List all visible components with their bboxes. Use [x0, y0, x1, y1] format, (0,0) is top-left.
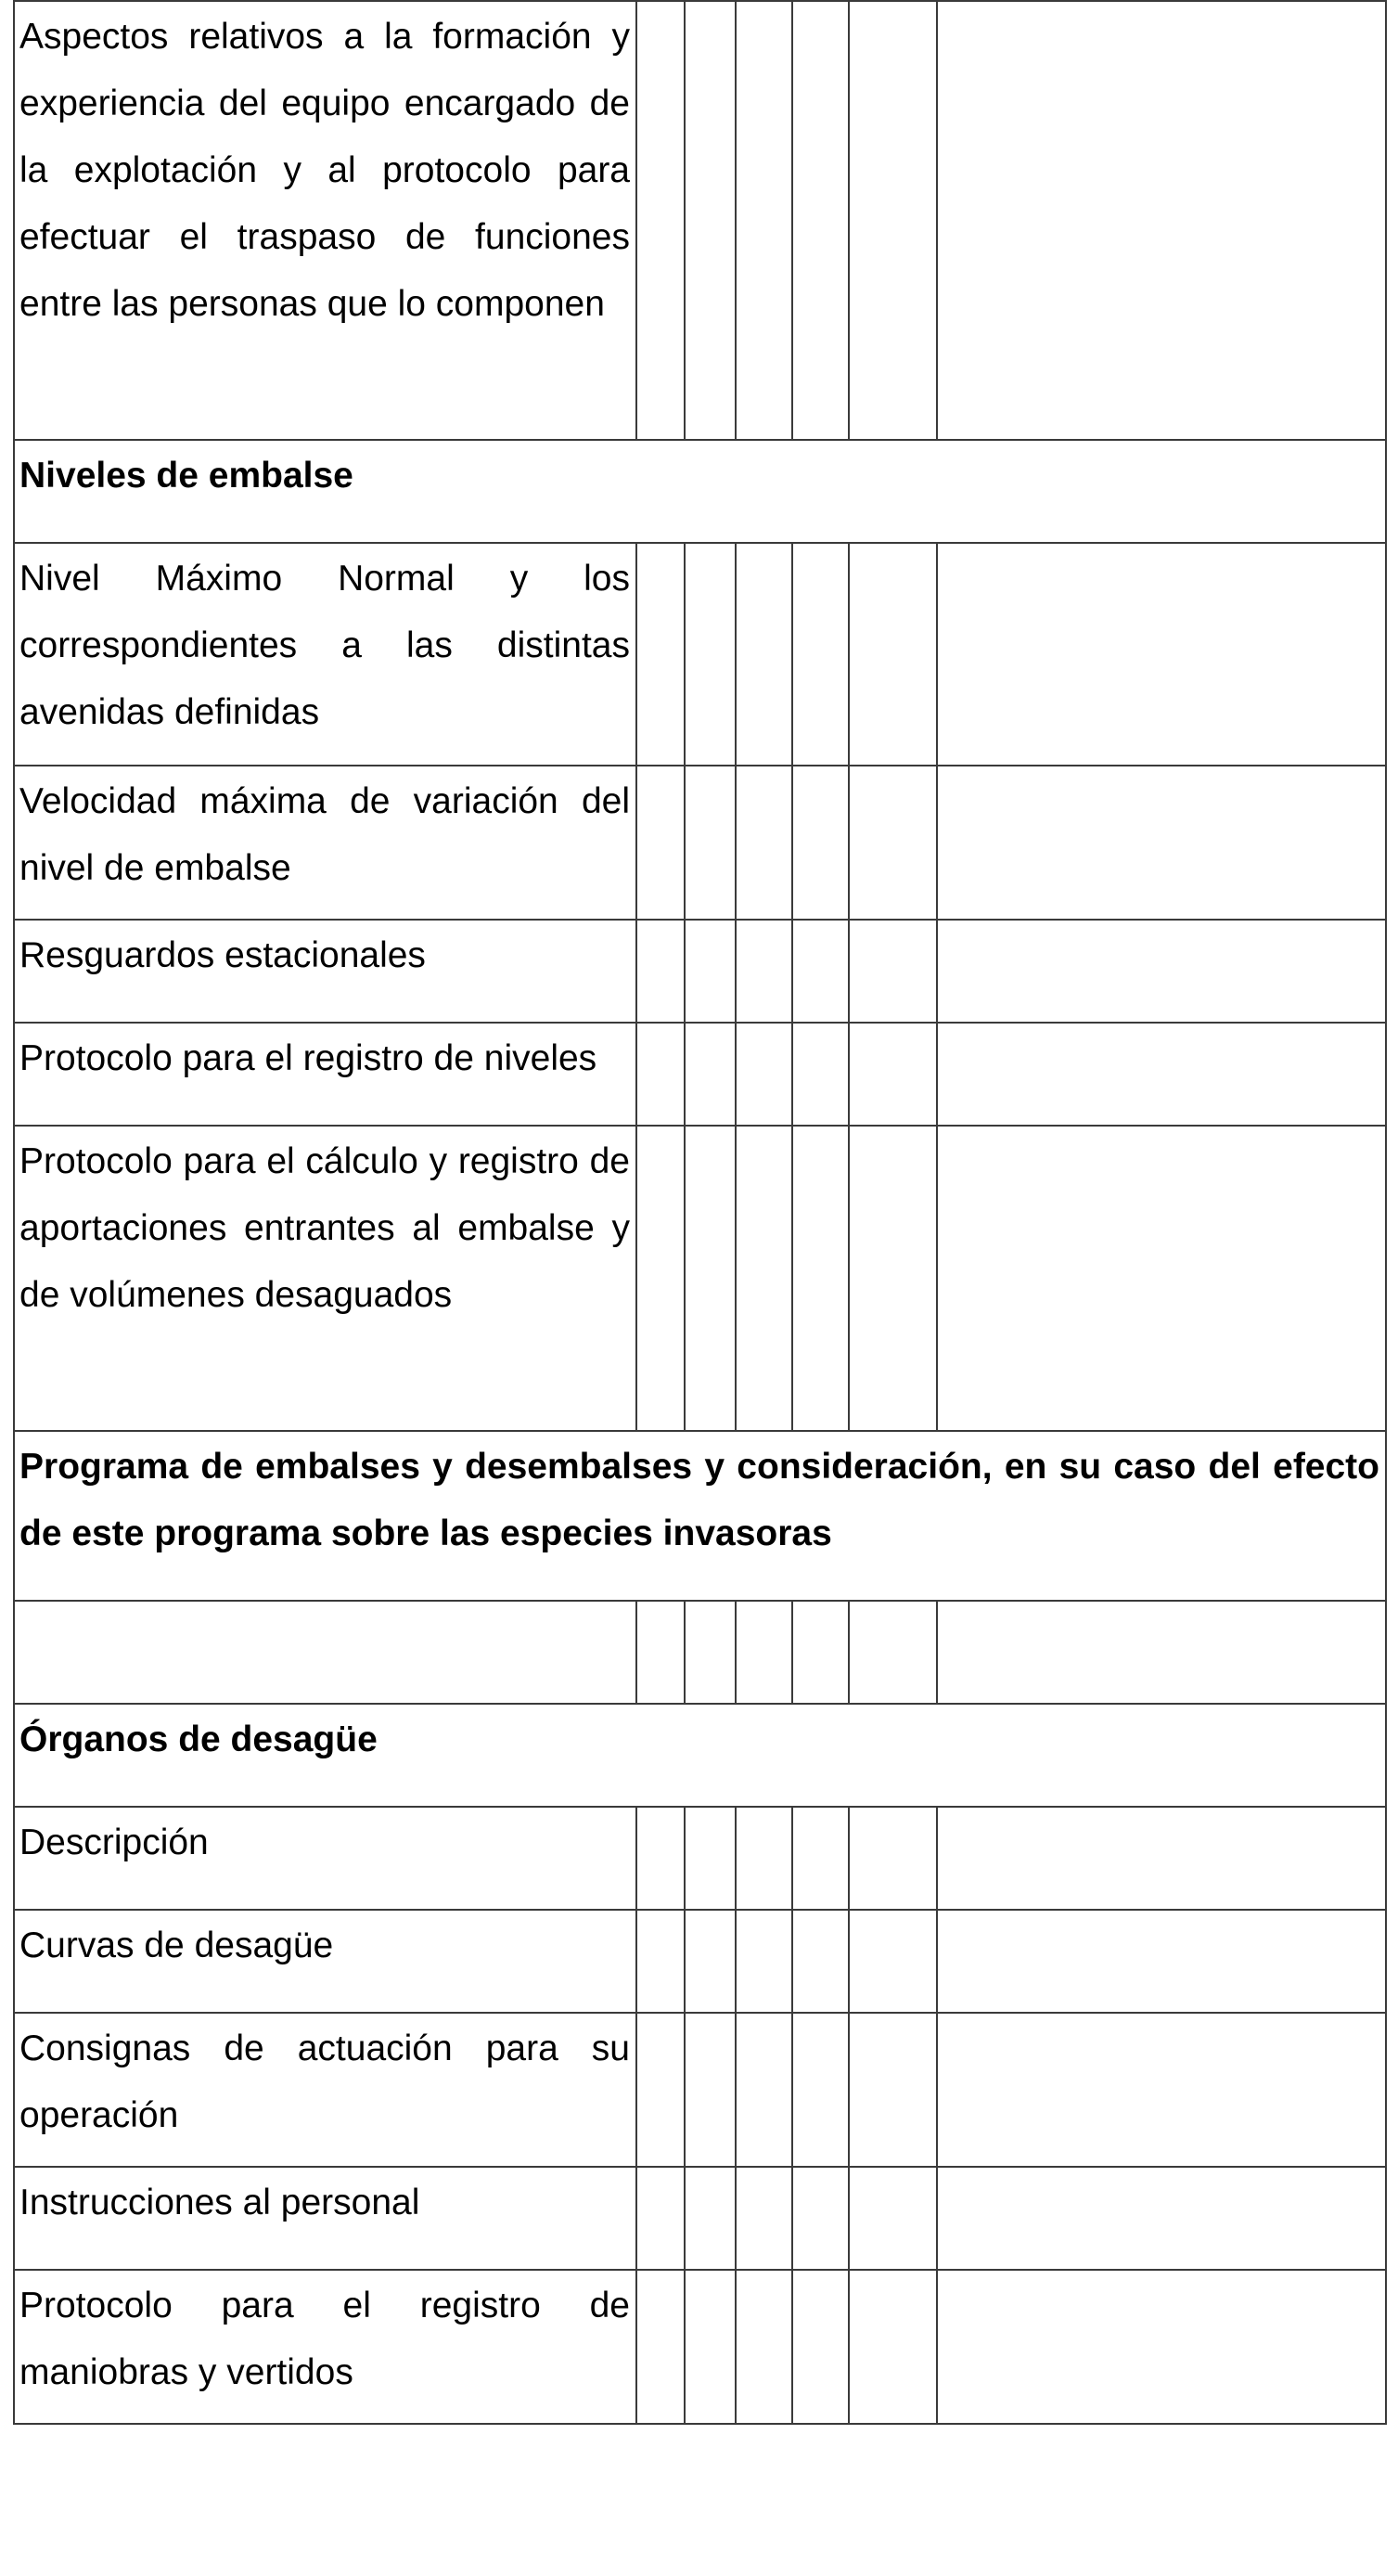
check-cell	[736, 1910, 792, 2013]
check-cell	[849, 1023, 937, 1126]
check-cell	[636, 2167, 685, 2270]
check-cell	[736, 1601, 792, 1704]
check-cell	[792, 920, 849, 1023]
check-cell	[685, 1807, 736, 1910]
section-heading: Órganos de desagüe	[14, 1704, 1386, 1807]
observations-cell	[937, 2270, 1386, 2424]
check-cell	[636, 1601, 685, 1704]
table-row	[14, 1910, 1386, 2013]
check-cell	[736, 920, 792, 1023]
check-cell	[685, 920, 736, 1023]
check-cell	[685, 2167, 736, 2270]
row-description: Velocidad máxima de variación del nivel de embalse	[14, 766, 636, 920]
check-cell	[685, 2013, 736, 2167]
table-row	[14, 1126, 1386, 1431]
check-cell	[736, 1023, 792, 1126]
check-cell	[792, 1, 849, 440]
check-cell	[636, 2270, 685, 2424]
table-row	[14, 1807, 1386, 1910]
check-cell	[792, 1601, 849, 1704]
check-cell	[736, 1, 792, 440]
table-row	[14, 1, 1386, 440]
check-cell	[636, 766, 685, 920]
check-cell	[685, 543, 736, 766]
row-description: Protocolo para el registro de maniobras y vertidos	[14, 2270, 636, 2424]
row-description: Resguardos estacionales	[14, 920, 636, 1023]
table-row	[14, 2270, 1386, 2424]
observations-cell	[937, 543, 1386, 766]
checklist-table	[13, 0, 1387, 2425]
check-cell	[849, 2013, 937, 2167]
check-cell	[792, 1023, 849, 1126]
check-cell	[685, 1, 736, 440]
section-row	[14, 1431, 1386, 1601]
observations-cell	[937, 1807, 1386, 1910]
observations-cell	[937, 2167, 1386, 2270]
check-cell	[736, 2167, 792, 2270]
row-description: Instrucciones al personal	[14, 2167, 636, 2270]
check-cell	[849, 1126, 937, 1431]
check-cell	[849, 766, 937, 920]
check-cell	[685, 1601, 736, 1704]
check-cell	[736, 2013, 792, 2167]
check-cell	[736, 1126, 792, 1431]
observations-cell	[937, 1126, 1386, 1431]
check-cell	[636, 1807, 685, 1910]
check-cell	[792, 1126, 849, 1431]
check-cell	[685, 1910, 736, 2013]
row-description: Aspectos relativos a la formación y experiencia del equipo encargado de la explotación y al protocolo para efectuar el traspaso de funciones entre las personas que lo componen	[14, 1, 636, 440]
check-cell	[736, 766, 792, 920]
check-cell	[849, 2270, 937, 2424]
section-row	[14, 440, 1386, 543]
row-description: Protocolo para el registro de niveles	[14, 1023, 636, 1126]
table-row	[14, 2167, 1386, 2270]
check-cell	[636, 1126, 685, 1431]
section-heading: Programa de embalses y desembalses y consideración, en su caso del efecto de este programa sobre las especies invasoras	[14, 1431, 1386, 1601]
observations-cell	[937, 1023, 1386, 1126]
check-cell	[685, 2270, 736, 2424]
check-cell	[636, 920, 685, 1023]
table-row	[14, 920, 1386, 1023]
row-description	[14, 1601, 636, 1704]
check-cell	[792, 2013, 849, 2167]
table-row	[14, 1023, 1386, 1126]
check-cell	[636, 2013, 685, 2167]
check-cell	[736, 2270, 792, 2424]
row-description: Descripción	[14, 1807, 636, 1910]
check-cell	[636, 1023, 685, 1126]
table-row	[14, 766, 1386, 920]
check-cell	[685, 1126, 736, 1431]
check-cell	[792, 1910, 849, 2013]
check-cell	[849, 1910, 937, 2013]
check-cell	[849, 2167, 937, 2270]
check-cell	[636, 543, 685, 766]
observations-cell	[937, 1601, 1386, 1704]
section-row	[14, 1704, 1386, 1807]
row-description: Consignas de actuación para su operación	[14, 2013, 636, 2167]
check-cell	[849, 920, 937, 1023]
observations-cell	[937, 1910, 1386, 2013]
check-cell	[849, 543, 937, 766]
check-cell	[792, 543, 849, 766]
observations-cell	[937, 1, 1386, 440]
check-cell	[792, 766, 849, 920]
table-row	[14, 1601, 1386, 1704]
observations-cell	[937, 920, 1386, 1023]
check-cell	[849, 1, 937, 440]
check-cell	[685, 1023, 736, 1126]
observations-cell	[937, 2013, 1386, 2167]
check-cell	[792, 2167, 849, 2270]
observations-cell	[937, 766, 1386, 920]
table-row	[14, 2013, 1386, 2167]
row-description: Protocolo para el cálculo y registro de aportaciones entrantes al embalse y de volúmenes desaguados	[14, 1126, 636, 1431]
check-cell	[685, 766, 736, 920]
check-cell	[792, 2270, 849, 2424]
check-cell	[736, 1807, 792, 1910]
table-row	[14, 543, 1386, 766]
check-cell	[792, 1807, 849, 1910]
check-cell	[636, 1910, 685, 2013]
check-cell	[849, 1601, 937, 1704]
row-description: Curvas de desagüe	[14, 1910, 636, 2013]
section-heading: Niveles de embalse	[14, 440, 1386, 543]
row-description: Nivel Máximo Normal y los correspondientes a las distintas avenidas definidas	[14, 543, 636, 766]
check-cell	[636, 1, 685, 440]
check-cell	[849, 1807, 937, 1910]
check-cell	[736, 543, 792, 766]
